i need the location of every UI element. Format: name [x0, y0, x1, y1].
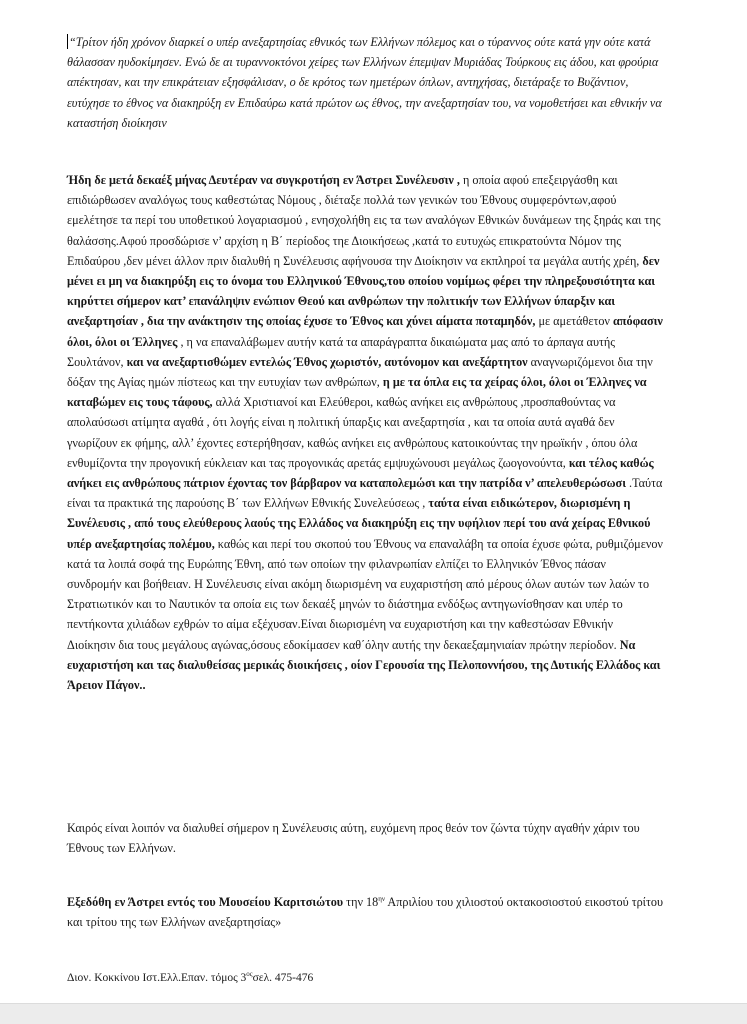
- citation-pages: σελ. 475-476: [252, 972, 314, 984]
- body-text: με αμετάθετον: [535, 314, 610, 329]
- body-text: αλλά Χριστιανοί και Ελεύθεροι, καθώς ανήκει εις ανθρώπους ,προσπαθούντας να απολαύσωσι ατίμητα αγαθά , ότι λογής είναι η πολιτική ύπαρξις και ανεξαρτησία , και τα οποία αυτά αγαθά δεν γνωρίζουν εκ φήμης, αλλ’ έχοντες εστερήθησαν, καθώς ανήκει εις ανθρώπους κατοικούντας την ηρωϊκήν , όπου όλα ενθυμίζοντα την προγονική εύκλειαν και τας προγονικάς αρετάς εμψυχώνουσι μεγάλως ζωογονούντα,: [67, 395, 638, 470]
- body-text: αναγνωριζόμενοι δια την δόξαν της Αγίας ημών πίστεως και την ευτυχίαν των ανθρώπων,: [67, 354, 653, 390]
- citation-superscript: ος: [246, 970, 253, 978]
- bold-phrase: Να ευχαριστήση και τας διαλυθείσας μερικάς διοικήσεις , οίον Γερουσία της Πελοποννήσου, της Δυτικής Ελλάδος και Άρειον Πάγον..: [67, 637, 661, 693]
- bold-phrase: απόφασιν όλοι, όλοι οι Έλληνες: [67, 314, 663, 349]
- intro-quote-paragraph: [67, 32, 663, 133]
- bold-phrase: η με τα όπλα εις τα χείρας όλοι, όλοι οι Έλληνες να καταβώμεν εις τους τάφους,: [67, 375, 647, 410]
- window-bottom-bar: [0, 1003, 747, 1024]
- bold-phrase: ταύτα είναι ειδικώτερον, διωρισμένη η Συνέλευσις , από τους ελεύθερους λαούς της Ελλάδος να διακηρύξη εις την υφήλιον περί του ανά χείρας Εθνικού υπέρ ανεξαρτησίας πολέμου,: [67, 496, 651, 551]
- body-text: η οποία αφού επεξειργάσθη και επιδιώρθωσεν αναλόγως τους καθεστώτας Νόμους , διέταξε πολλά των γενικών του Έθνους συμφερόντων,αφού εμελέτησε τα περί του υποθετικού λογαριασμού , ενησχολήθη εις τα των αναλόγων Εθνικών δυνάμεων της ξηράς και της θαλάσσης.Αφού προσδώρισε ν’ αρχίση η Β΄ περίοδος τηε Διοικήσεως ,κατά το ευτυχώς επικρατούντα Νόμον της Επιδαύρου ,δεν μένει άλλον πριν διαλυθή η Συνέλευσις αφήνουσα την Διοίκησιν να εκπληροί τα μεγάλα αυτής χρέη,: [67, 173, 661, 268]
- intro-text: Τρίτον ήδη χρόνον διαρκεί ο υπέρ ανεξαρτησίας εθνικός των Ελλήνων πόλεμος και ο τύραννος ούτε κατά γην ούτε κατά θάλασσαν ηυδοκίμησεν. Ενώ δε αι τυραννοκτόνοι χείρες των Ελλήνων έπεμψαν Μυριάδας Τούρκους εις άδου, και φρούρια απέκτησαν, και την επικράτειαν εξησφάλισαν, ο δε κρότος των ημετέρων όπλων, αντηχήσας, διετάραξε το Βυζάντιον, ευτύχησε το έθνος να διακηρύξη εν Επιδαύρω κατά πρώτον ως έθνος, την ανεξαρτησίαν του, να νομοθετήσει και εθνικήν να καταστήση διοίκησιν: [67, 35, 662, 130]
- body-text: , η να επαναλάβωμεν αυτήν κατά τα απαράγραπτα δικαιώματα μας από το άρπαγα αυτής Σουλτάνον,: [67, 334, 616, 369]
- closing-text: Καιρός είναι λοιπόν να διαλυθεί σήμερον η Συνέλευσις αύτη, ευχόμενη προς θεόν τον ζώντα τύχην αγαθήν χάριν του Έθνους των Ελλήνων.: [67, 821, 640, 856]
- open-quote-mark: “: [69, 35, 76, 49]
- text-cursor: [67, 34, 68, 49]
- main-declaration-paragraph: [67, 170, 663, 695]
- body-text: καθώς και περί του σκοπού του Έθνους να επαναλάβη τα οποία έχυσε φώτα, ρυθμιζόμενον κατά τα λοιπά σοφά της Ευρώπης Έθνη, από των οποίων την φιλανρωπίαν ελπίζει το Ελληνικόν Έθνος πάσαν συνδρομήν και βοήθειαν. Η Συνέλευσις είναι ακόμη διωρισμένη να ευχαριστήση από μέρους όλων αυτών των λαών το Στρατιωτικόν και το Ναυτικόν τα οποία εις των δεκαέξ μηνών το διάστημα ενδόξως αντηγωνίσθησαν και υπέρ το πεντήκοντα χιλιάδων εχθρών το αίμα εξέχυσαν.Είναι διωρισμένη να ευχαριστήση και την καθεστώσαν Εθνικήν Διοίκησιν δια τους μεγάλους αγώνας,όσους εδοκίμασεν καθ΄όλην αυτής την δεκαεξαμηνιαίαν πρώτην περίοδον.: [67, 536, 663, 652]
- bold-phrase: και τέλος καθώς ανήκει εις ανθρώπους πάτριον έχοντας τον βάρβαρον να καταπολεμώσι και την πατρίδα ν’ απελευθερώσωσι: [67, 455, 654, 491]
- date-rest: Απριλίου του χιλιοστού οκτακοσιοστού εικοστού τρίτου και τρίτου της των Ελλήνων ανεξαρτησίας»: [67, 895, 663, 930]
- bold-phrase: δεν μένει ει μη να διακηρύξη εις το όνομα του Ελληνικού Έθνους,του οποίου νομίμως φέρει την πληρεξουσιότητα και κηρύττει σήμερον κατ’ επανάληψιν ενώπιον Θεού και ανθρώπων την πολιτικήν των Ελλήνων ύπαρξιν και ανεξαρτησίαν , δια την ανάκτησιν της οποίας έχυσε το Έθνος και χύνει αίματα ποταμηδόν,: [67, 253, 660, 329]
- bold-phrase: και να ανεξαρτισθώμεν εντελώς Έθνος χωριστόν, αυτόνομον και ανεξάρτητον: [123, 354, 528, 369]
- ordinal-superscript: ην: [378, 895, 386, 903]
- date-prefix: την 18: [343, 895, 379, 909]
- citation-line: [67, 968, 663, 988]
- citation-text: Διον. Κοκκίνου Ιστ.Ελλ.Επαν. τόμος 3: [67, 972, 247, 984]
- closing-paragraph: [67, 818, 663, 858]
- bold-phrase: Ήδη δε μετά δεκαέξ μήνας Δευτέραν να συγκροτήση εν Άστρει Συνέλευσιν ,: [67, 173, 460, 187]
- body-text: .Ταύτα είναι τα πρακτικά της παρούσης Β΄ των Ελλήνων Εθνικής Συνελεύσεως ,: [67, 476, 663, 511]
- signature-paragraph: [67, 892, 663, 932]
- issued-at-phrase: Εξεδόθη εν Άστρει εντός του Μουσείου Καριτσιώτου: [67, 895, 344, 909]
